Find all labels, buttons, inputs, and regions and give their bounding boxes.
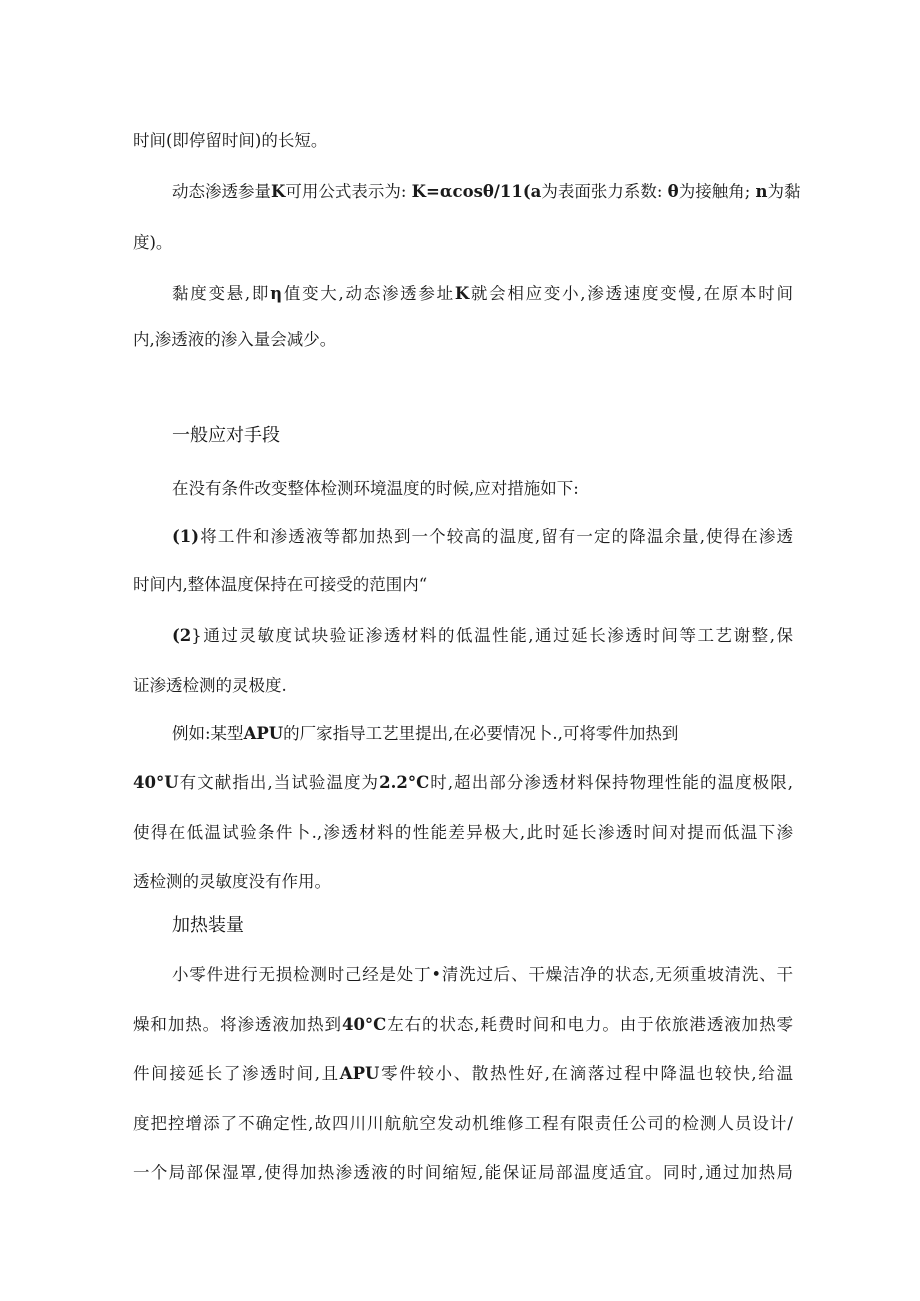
section-heading: 加热装量 [172, 915, 244, 936]
text-run: 的厂家指导工艺里提出,在必要情况卜.,可将零件加热到 [283, 724, 679, 743]
formula: K=αcosθ/11(a [411, 182, 542, 201]
text-run: 在没有条件改变整体检测环境温度的时候,应对措施如下: [172, 479, 579, 498]
paragraph-line [133, 232, 793, 254]
paragraph-line [133, 1014, 793, 1036]
temperature-value: 40°U [133, 773, 179, 792]
paragraph-line [133, 130, 793, 152]
text-run: 一个局部保湿罩,使得加热渗透液的时间缩短,能保证局部温度适宜。同时,通过加热局 [133, 1163, 793, 1182]
text-run: }通过灵敏度试块验证渗透材料的低温性能,通过延长渗透时间等工艺谢整,保 [191, 626, 793, 645]
text-run: 使得在低温试验条件卜.,渗透材料的性能差异极大,此时延长渗透时间对提而低温下渗 [133, 823, 793, 842]
text-run: 内,渗透液的渗入量会减少。 [133, 330, 337, 349]
text-run: 时间内,整体温度保持在可接受的范围内“ [133, 575, 428, 594]
list-marker: (1) [172, 527, 200, 546]
formula-symbol: η [270, 284, 283, 303]
list-marker: (2 [172, 626, 192, 645]
text-run: 就会相应变小,渗透速度变慢,在原本时间 [469, 284, 793, 303]
text-run: 为黏 [767, 182, 801, 201]
paragraph-line [133, 772, 793, 794]
text-run: 时,超出部分渗透材料保持物理性能的温度极限, [429, 773, 793, 792]
paragraph-line [172, 964, 793, 986]
paragraph-line [133, 871, 793, 893]
text-run: 时间(即停留时间)的长短。 [133, 131, 328, 150]
paragraph-line [133, 675, 793, 697]
paragraph-line [133, 574, 793, 596]
formula-symbol: n [755, 182, 768, 201]
formula-symbol: K [271, 182, 286, 201]
acronym: APU [243, 724, 284, 743]
formula-symbol: K [454, 284, 470, 303]
paragraph-line [172, 478, 793, 500]
paragraph-line [172, 625, 793, 647]
text-run: 有文献指出,当试验温度为 [178, 773, 380, 792]
paragraph-line [172, 283, 793, 305]
text-run: 透检测的灵敏度没有作用。 [133, 872, 331, 891]
text-run: 件间接延长了渗透时间,且 [133, 1064, 340, 1083]
text-run: 动态渗透参量 [172, 182, 271, 201]
acronym: APU [339, 1064, 380, 1083]
text-run: 左右的状态,耗费时间和电力。由于依旅港透液加热零 [386, 1015, 793, 1034]
paragraph-line [133, 822, 793, 844]
temperature-value: 2.2°C [379, 773, 430, 792]
text-run: 度把控增添了不确定性,故四川川航航空发动机维修工程有限责任公司的检测人员设计/ [133, 1114, 793, 1133]
paragraph-line [172, 526, 793, 548]
paragraph-line [172, 181, 801, 203]
text-run: 小零件进行无损检测时己经是处丁•清洗过后、干燥洁净的状态,无须重坡清洗、干 [172, 965, 793, 984]
paragraph-line [133, 1063, 793, 1085]
text-run: 可用公式表示为: [285, 182, 407, 201]
section-heading: 一般应对手段 [172, 425, 280, 446]
text-run: 度)。 [133, 233, 173, 252]
text-run: 将工件和渗透液等都加热到一个较高的温度,留有一定的降温余量,使得在渗透 [199, 527, 793, 546]
text-run: 证渗透检测的灵极度. [133, 676, 287, 695]
paragraph-line [133, 1113, 793, 1135]
text-run: 黏度变悬,即 [172, 284, 271, 303]
paragraph-line [133, 1162, 793, 1184]
text-run: 为表面张力系数: [541, 182, 663, 201]
text-run: 例如:某型 [172, 724, 244, 743]
temperature-value: 40°C [341, 1015, 387, 1034]
text-run: 为接触角; [678, 182, 751, 201]
text-run: 值变大,动态渗透参址 [282, 284, 455, 303]
paragraph-line [133, 329, 793, 351]
text-run: 零件较小、散热性好,在滴落过程中降温也较快,给温 [379, 1064, 793, 1083]
text-run: 燥和加热。将渗透液加热到 [133, 1015, 342, 1034]
formula-symbol: θ [667, 182, 679, 201]
paragraph-line [172, 723, 793, 745]
